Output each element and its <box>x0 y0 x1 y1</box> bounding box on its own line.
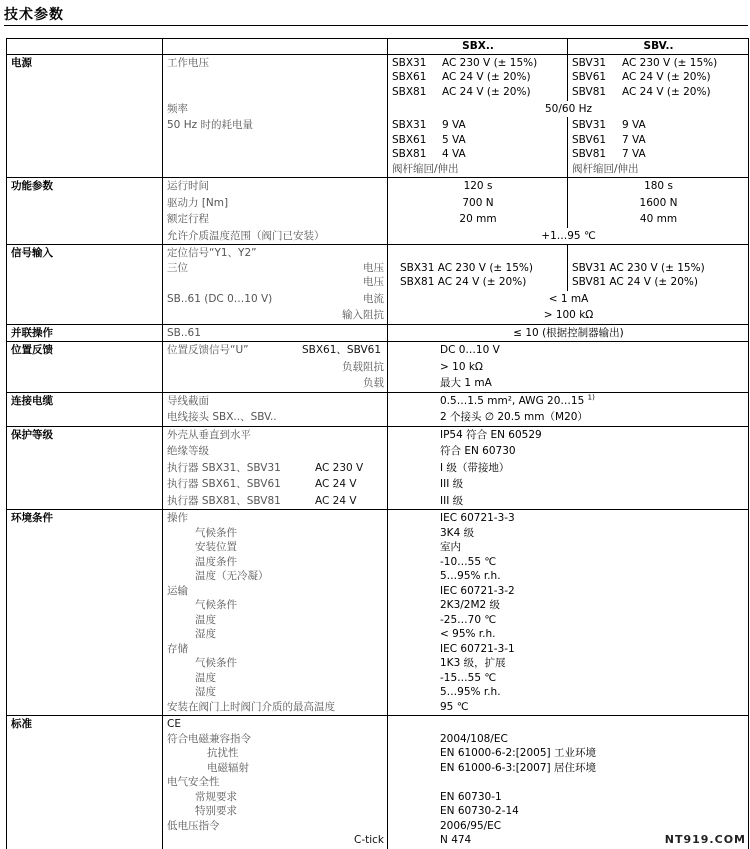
value-text: EN 60730-1 <box>440 790 502 803</box>
param-label: 存储 <box>167 642 188 655</box>
param-label: 50 Hz 时的耗电量 <box>163 117 388 178</box>
value-cell: DC 0…10 V <box>388 342 749 359</box>
param-label: 执行器 SBX61、SBV61 AC 24 V <box>163 476 388 493</box>
category-function: 功能参数 <box>7 178 163 245</box>
param-label: 额定行程 <box>163 211 388 228</box>
table-row <box>7 426 749 443</box>
category-standards: 标准 <box>7 716 163 849</box>
param-label: SB..61 <box>163 324 388 342</box>
param-label: SB..61 (DC 0…10 V) 电流 <box>163 291 388 308</box>
spec-table <box>6 38 749 849</box>
value-line: SBV61 AC 24 V (± 20%) <box>572 71 711 83</box>
sbx-voltage-cell <box>388 54 568 101</box>
value-cell: > 10 kΩ <box>388 359 749 376</box>
value-text: 5…95% r.h. <box>440 570 501 582</box>
value-text: -10…55 ℃ <box>440 555 497 568</box>
sbx-consumption-cell: SBX31 9 VA SBX61 5 VA SBX81 4 VA 阀杆缩回/伸出 <box>388 117 568 178</box>
environment-labels <box>163 510 388 716</box>
value-text <box>440 775 745 790</box>
value-cell: 1600 N <box>568 195 749 212</box>
value-text: -25…70 ℃ <box>440 613 497 626</box>
value-text: 2006/95/EC <box>440 819 502 832</box>
signal-sbv-cell: SBV31 AC 230 V (± 15%) SBV81 AC 24 V (± 20%) <box>568 245 749 291</box>
param-label: 绝缘等级 <box>163 443 388 460</box>
value-cell: 20 mm <box>388 211 568 228</box>
param-label: C-tick <box>353 834 384 846</box>
value-cell: +1…95 ℃ <box>388 228 749 245</box>
param-label: 低电压指令 <box>167 819 220 832</box>
value-text: 3K4 级 <box>440 526 475 539</box>
value-cell: 50/60 Hz <box>388 101 749 118</box>
value-text: IEC 60721-3-1 <box>440 642 515 655</box>
value-line: SBX81 AC 24 V (± 20%) <box>392 85 531 98</box>
value-cell: 符合 EN 60730 <box>388 443 749 460</box>
param-label: 常规要求 <box>195 790 237 803</box>
header-sbv: SBV.. <box>568 39 749 55</box>
param-label: 温度（无冷凝） <box>195 570 269 582</box>
table-row <box>7 178 749 195</box>
param-label: 安装在阀门上时阀门介质的最高温度 <box>167 700 335 713</box>
sbv-voltage-cell <box>568 54 749 101</box>
value-text: EN 61000-6-3:[2007] 居住环境 <box>440 761 596 774</box>
value-cell: 180 s <box>568 178 749 195</box>
param-label: 驱动力 [Nm] <box>163 195 388 212</box>
param-label: CE <box>167 718 181 730</box>
value-line: SBX31 AC 230 V (± 15%) <box>392 56 538 69</box>
value-cell: 40 mm <box>568 211 749 228</box>
sbv-consumption-cell: SBV31 9 VA SBV61 7 VA SBV81 7 VA 阀杆缩回/伸出 <box>568 117 749 178</box>
param-label: 运行时间 <box>163 178 388 195</box>
value-line: SBX61 AC 24 V (± 20%) <box>392 71 531 83</box>
param-label: 频率 <box>163 101 388 118</box>
value-text: < 95% r.h. <box>440 628 496 640</box>
header-sbx: SBX.. <box>388 39 568 55</box>
param-label: 抗扰性 <box>207 747 239 759</box>
param-label: 允许介质温度范围（阀门已安装） <box>163 228 388 245</box>
header-empty-cell <box>7 39 163 55</box>
value-cell: IP54 符合 EN 60529 <box>388 426 749 443</box>
param-label: 执行器 SBX31、SBV31 AC 230 V <box>163 460 388 477</box>
table-header-row <box>7 39 749 55</box>
param-label: 输入阻抗 <box>163 307 388 324</box>
value-text: 1K3 级，扩展 <box>440 657 506 669</box>
param-label: 安装位置 <box>195 541 237 553</box>
category-environment: 环境条件 <box>7 510 163 716</box>
param-label: 导线截面 <box>163 392 388 409</box>
value-cell: III 级 <box>388 493 749 510</box>
table-row <box>7 510 749 716</box>
category-cable: 连接电缆 <box>7 392 163 426</box>
header-empty-cell <box>163 39 388 55</box>
value-cell: III 级 <box>388 476 749 493</box>
value-cell: 0.5…1.5 mm², AWG 20…15 $^{1)}$ <box>388 392 749 409</box>
param-label: 气候条件 <box>195 599 237 611</box>
param-label: 特别要求 <box>195 805 237 817</box>
title-divider <box>4 25 748 26</box>
value-text: 2K3/2M2 级 <box>440 599 501 611</box>
category-parallel: 并联操作 <box>7 324 163 342</box>
param-label: 电磁辐射 <box>207 761 249 774</box>
value-text: IEC 60721-3-3 <box>440 512 515 524</box>
category-feedback: 位置反馈 <box>7 342 163 393</box>
environment-values <box>388 510 749 716</box>
param-label: 气候条件 <box>195 526 237 539</box>
table-row <box>7 324 749 342</box>
value-line: SBV31 AC 230 V (± 15%) <box>572 56 718 69</box>
param-label: 定位信号“Y1、Y2” 三位 电压 电压 <box>163 245 388 291</box>
value-cell: > 100 kΩ <box>388 307 749 324</box>
param-label: 工作电压 <box>163 54 388 101</box>
param-label: 湿度 <box>195 628 216 640</box>
value-text: 室内 <box>440 541 461 553</box>
value-cell: 最大 1 mA <box>388 375 749 392</box>
value-cell: I 级（带接地） <box>388 460 749 477</box>
value-cell: < 1 mA <box>388 291 749 308</box>
table-row <box>7 392 749 409</box>
table-row <box>7 342 749 359</box>
category-signal: 信号输入 <box>7 245 163 325</box>
value-cell: 120 s <box>388 178 568 195</box>
value-text: 95 ℃ <box>440 700 469 713</box>
param-label: 温度条件 <box>195 555 237 568</box>
param-label: 外壳从垂直到水平 <box>163 426 388 443</box>
param-label: 运输 <box>167 584 188 597</box>
param-label: 温度 <box>195 613 216 626</box>
param-label: 负载阻抗 <box>163 359 388 376</box>
standards-labels <box>163 716 388 849</box>
param-label: 负载 <box>163 375 388 392</box>
page-title: 技术参数 <box>4 7 64 23</box>
param-label: 执行器 SBX81、SBV81 AC 24 V <box>163 493 388 510</box>
table-row <box>7 54 749 101</box>
value-cell: ≤ 10 (根据控制器输出) <box>388 324 749 342</box>
param-label: 操作 <box>167 512 188 524</box>
value-cell: 2 个接头 ∅ 20.5 mm（M20） <box>388 409 749 426</box>
value-text: -15…55 ℃ <box>440 671 497 684</box>
value-text: 5…95% r.h. <box>440 686 501 698</box>
param-label: 电线接头 SBX..、SBV.. <box>163 409 388 426</box>
watermark: NT919.COM <box>664 833 746 846</box>
table-row <box>7 245 749 291</box>
table-row <box>7 716 749 849</box>
category-protection: 保护等级 <box>7 426 163 510</box>
param-label: 位置反馈信号“U” SBX61、SBV61 <box>163 342 388 359</box>
value-text: IEC 60721-3-2 <box>440 584 515 597</box>
signal-sbx-cell: SBX31 AC 230 V (± 15%) SBX81 AC 24 V (± 20%) <box>388 245 568 291</box>
value-text <box>440 717 745 732</box>
standards-values <box>388 716 749 849</box>
footnote-ref: 1) <box>587 393 595 401</box>
param-label: 电气安全性 <box>167 776 220 788</box>
value-cell: 700 N <box>388 195 568 212</box>
value-text: EN 60730-2-14 <box>440 805 519 817</box>
value-text: N 474 <box>440 834 472 846</box>
param-label: 气候条件 <box>195 657 237 669</box>
category-power: 电源 <box>7 54 163 178</box>
value-text: EN 61000-6-2:[2005] 工业环境 <box>440 747 596 759</box>
param-label: 温度 <box>195 671 216 684</box>
value-text: 2004/108/EC <box>440 732 508 745</box>
value-line: SBV81 AC 24 V (± 20%) <box>572 85 711 98</box>
param-label: 湿度 <box>195 686 216 698</box>
param-label: 符合电磁兼容指令 <box>167 732 251 745</box>
